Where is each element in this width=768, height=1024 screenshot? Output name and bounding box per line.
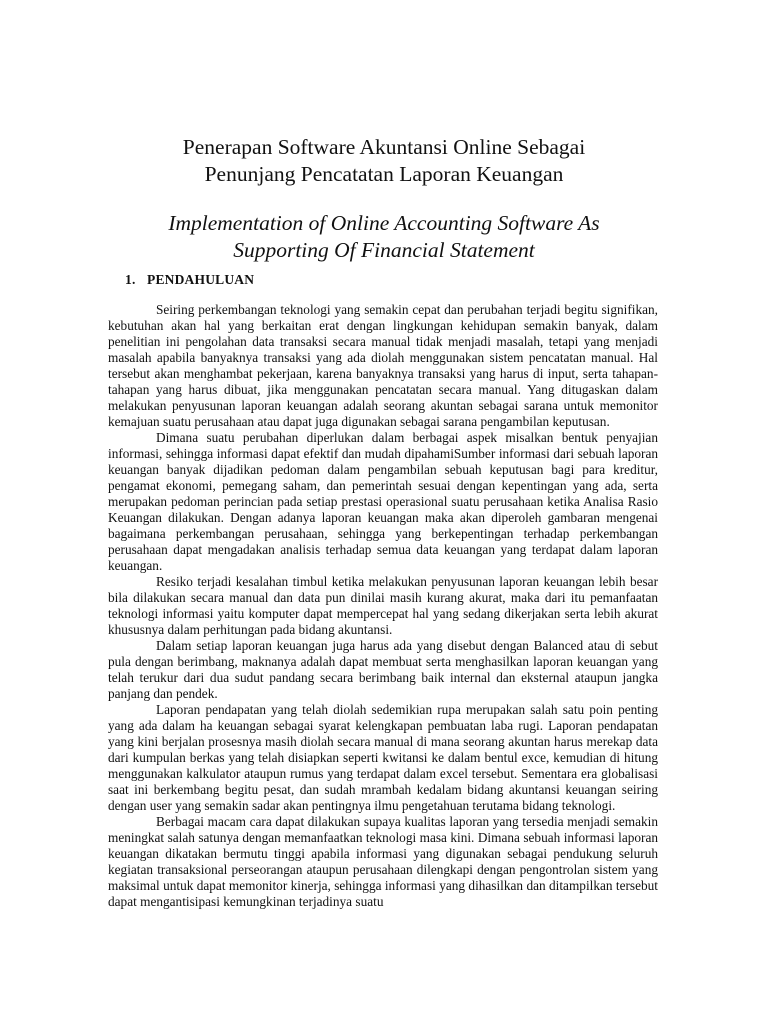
title-line-1: Penerapan Software Akuntansi Online Sebagai	[182, 135, 586, 159]
paragraph: Laporan pendapatan yang telah diolah sedemikian rupa merupakan salah satu poin penting yang ada dalam ha keuangan sebagai syarat kelengkapan pembuatan laba rugi. Laporan pendapatan yang kini berjalan prosesnya masih diolah secara manual di mana seorang akuntan harus merekap data dari kumpulan berkas yang telah disiapkan seperti kwitansi ke dalam bentul exce, kemudian di hitung menggunakan kalkulator ataupun rumus yang terdapat dalam excel tersebut. Sementara era globalisasi saat ini berkembang begitu pesat, dan sudah mrambah kedalam bidang akuntansi keuangan seiring dengan user yang semakin sadar akan pentingnya ilmu pengetahuan terutama bidang teknologi.	[108, 702, 658, 813]
paper-title	[90, 134, 678, 188]
paper-subtitle	[90, 210, 678, 264]
paragraph: Dimana suatu perubahan diperlukan dalam berbagai aspek misalkan bentuk penyajian informasi, sehingga informasi dapat efektif dan mudah dipahamiSumber informasi dari sebuah laporan keuangan banyak dijadikan pedoman dalam pengambilan sebuah keputusan bagi para kreditur, pengamat ekonomi, pemegang saham, dan pemerintah sesuai dengan kepentingan yang ada, serta merupakan pedoman perincian pada setiap prestasi operasional suatu perusahaan ketika Analisa Rasio Keuangan dilakukan. Dengan adanya laporan keuangan maka akan diperoleh gambaran mengenai bagaimana perkembangan perusahaan, sehingga yang berkepentingan terhadap perkembangan perusahaan dapat mengadakan analisis terhadap semua data keuangan yang terdapat dalam laporan keuangan.	[108, 430, 658, 573]
section-heading	[125, 272, 254, 288]
paragraph: Resiko terjadi kesalahan timbul ketika melakukan penyusunan laporan keuangan lebih besar bila dilakukan secara manual dan data pun dinilai masih kurang akurat, maka dari itu pemanfaatan teknologi informasi yaitu komputer dapat mempercepat hal yang sedang dikerjakan serta lebih akurat khususnya dalam perhitungan pada bidang akuntansi.	[108, 574, 658, 637]
body-text	[108, 302, 658, 910]
paragraph: Berbagai macam cara dapat dilakukan supaya kualitas laporan yang tersedia menjadi semakin meningkat salah satunya dengan memanfaatkan teknologi masa kini. Dimana sebuah informasi laporan keuangan dikatakan bermutu tinggi apabila informasi yang digunakan sebagai pendukung seluruh kegiatan transaksional perseorangan ataupun perusahaan dilengkapi dengan pengontrolan sistem yang maksimal untuk dapat memonitor kinerja, sehingga informasi yang dihasilkan dan ditampilkan tersebut dapat mengantisipasi kemungkinan terjadinya suatu	[108, 814, 658, 909]
title-line-2: Penunjang Pencatatan Laporan Keuangan	[204, 162, 564, 186]
paragraph: Dalam setiap laporan keuangan juga harus ada yang disebut dengan Balanced atau di sebut pula dengan berimbang, maknanya adalah dapat membuat serta menghasilkan laporan keuangan yang telah terukur dari dua sudut pandang secara berimbang baik internal dan eksternal ataupun jangka panjang dan pendek.	[108, 638, 658, 701]
subtitle-line-1: Implementation of Online Accounting Software As	[168, 211, 600, 235]
paragraph: Seiring perkembangan teknologi yang semakin cepat dan perubahan terjadi begitu signifikan, kebutuhan akan hal yang berkaitan erat dengan lingkungan kehidupan semakin banyak, dalam penelitian ini pengolahan data transaksi secara manual tidak menjadi masalah, tetapi yang menjadi masalah apabila banyaknya transaksi yang ada diolah menggunakan sistem pencatatan manual. Hal tersebut akan menghambat pekerjaan, karena banyaknya transaksi yang harus di input, serta tahapan-tahapan yang harus dibuat, jika menggunakan pencatatan secara manual. Yang ditugaskan dalam melakukan penyusunan laporan keuangan adalah seorang akuntan sebagai sarana untuk memonitor kemajuan suatu perusahaan atau dapat juga digunakan sebagai sarana pengambilan keputusan.	[108, 302, 658, 429]
section-number: 1.	[125, 272, 136, 287]
subtitle-line-2: Supporting Of Financial Statement	[233, 238, 535, 262]
section-title: PENDAHULUAN	[147, 272, 255, 287]
